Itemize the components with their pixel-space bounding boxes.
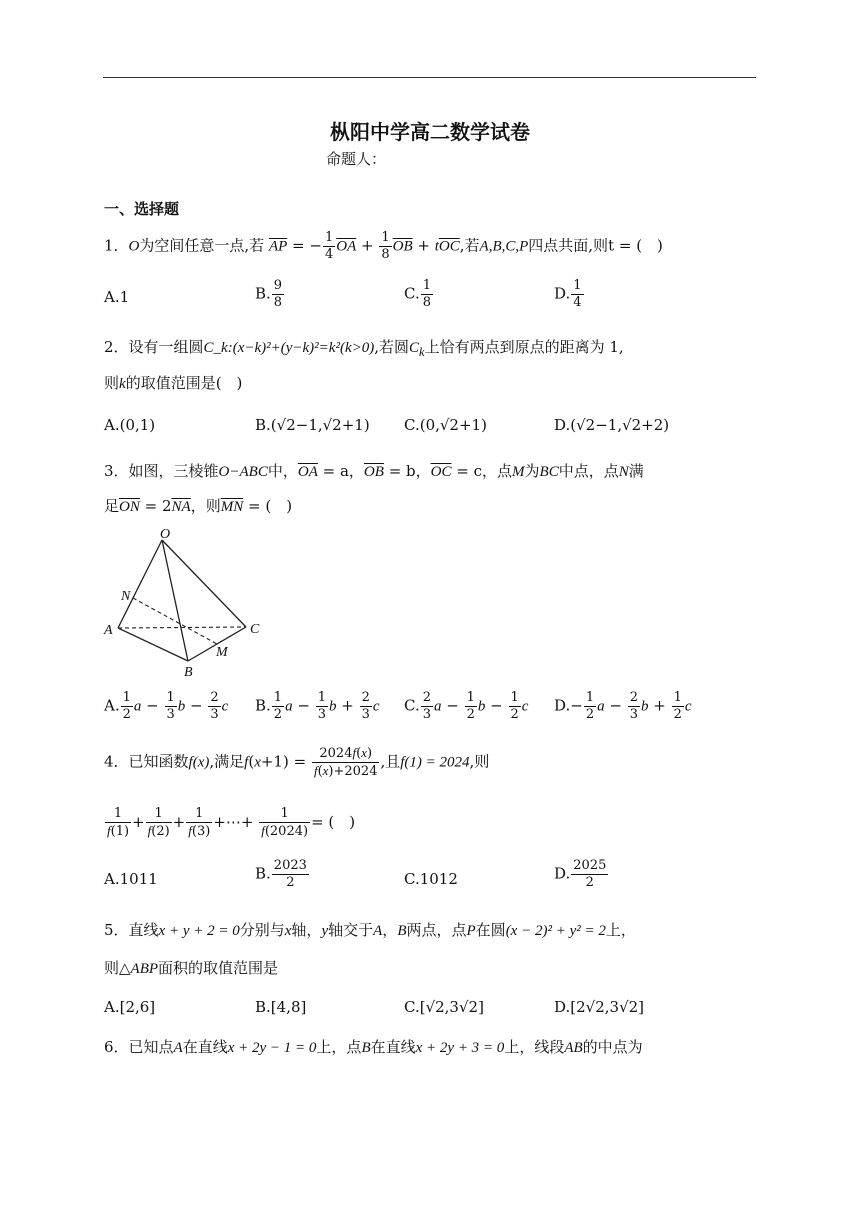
question-1: 1．O为空间任意一点,若 $\overline{AP}$ = − $\frac{1}{4}$ $\overline{OA}$ + $\frac{1}{8}$ $\overline{OB} + t\overline{OC}$,若A,B,C,P四点共面,则t = ( )	[104, 230, 663, 262]
q3-option-a[interactable]: A. $\frac{1}{2}$ a − $\frac{1}{3}$ b − $\frac{2}{3}$ c	[104, 690, 229, 722]
q1-option-b[interactable]: B. $\frac{9}{8}$	[255, 278, 283, 310]
header-rule	[103, 77, 756, 78]
q4-option-b[interactable]: B. $\frac{2023}{2}$	[255, 858, 307, 890]
q4-option-c[interactable]: C.1012	[404, 870, 458, 888]
label-a: A	[104, 623, 113, 638]
q3-option-d[interactable]: D.− $\frac{1}{2}$ a − $\frac{2}{3}$ b + $\frac{1}{2}$ c	[554, 690, 692, 722]
q3-option-c[interactable]: C. $\frac{2}{3}$ a − $\frac{1}{2}$ b − $\frac{1}{2}$ c	[404, 690, 529, 722]
author-label: 命题人：	[326, 150, 387, 168]
question-5-line2: 则△ABP面积的取值范围是	[104, 959, 279, 977]
page-title: 枞阳中学高二数学试卷	[330, 120, 530, 144]
question-2-line2: 则k的取值范围是( )	[104, 374, 243, 392]
edge-oc	[162, 540, 246, 627]
q4-option-a[interactable]: A.1011	[104, 870, 158, 888]
label-m: M	[216, 645, 228, 660]
section-title: 一、选择题	[104, 200, 180, 218]
q2-option-d[interactable]: D.(√2−1,√2+2)	[554, 416, 670, 434]
edge-ob	[162, 540, 188, 661]
q2-option-a[interactable]: A.(0,1)	[104, 416, 156, 434]
q3-option-b[interactable]: B. $\frac{1}{2}$ a − $\frac{1}{3}$ b + $\frac{2}{3}$ c	[255, 690, 380, 722]
q5-option-a[interactable]: A.[2,6]	[104, 998, 156, 1016]
label-c: C	[250, 622, 260, 637]
segment-nm	[133, 598, 217, 644]
label-n: N	[121, 589, 131, 604]
edge-oa	[118, 540, 162, 628]
q1-option-c[interactable]: C. $\frac{1}{8}$	[404, 278, 431, 310]
question-4-line1: 4．已知函数f(x),满足f(x+1) = $\frac{2024f(x)}{f(x)+2024}$ ,且f(1) = 2024,则	[104, 745, 490, 779]
q5-option-b[interactable]: B.[4,8]	[255, 998, 307, 1016]
q1-option-d[interactable]: D. $\frac{1}{4}$	[554, 278, 582, 310]
question-2-line1: 2．设有一组圆C_k:(x−k)²+(y−k)²=k²(k>0),若圆$C_k$上恰有两点到原点的距离为 1,	[104, 338, 624, 359]
question-5-line1: 5．直线x + y + 2 = 0分别与x轴，y轴交于A，B两点，点P在圆(x − 2)² + y² = 2上，	[104, 921, 636, 939]
q2-option-c[interactable]: C.(0,√2+1)	[404, 416, 487, 434]
q5-option-c[interactable]: C.[√2,3√2]	[404, 998, 484, 1016]
question-3-line1: 3．如图，三棱锥O−ABC中，$\overline{OA} = a$，$\overline{OB} = b$，$\overline{OC} = c$，点M为BC中点，点N满	[104, 462, 644, 480]
edge-ac-hidden	[118, 627, 246, 628]
q2-option-b[interactable]: B.(√2−1,√2+1)	[255, 416, 370, 434]
pyramid-figure	[100, 524, 270, 680]
question-4-line2: $\frac{1}{f(1)}$ + $\frac{1}{f(2)}$ + $\frac{1}{f(3)}$ +⋯+ $\frac{1}{f(2024)}$ = ( )	[107, 806, 356, 839]
label-o: O	[160, 527, 171, 542]
question-3-line2: 足$\overline{ON} = 2\overline{NA}$，则$\overline{MN}$ = ( )	[104, 497, 293, 515]
question-6-line1: 6．已知点A在直线x + 2y − 1 = 0上，点B在直线x + 2y + 3 = 0上，线段AB的中点为	[104, 1038, 643, 1056]
q5-option-d[interactable]: D.[2√2,3√2]	[554, 998, 645, 1016]
q1-option-a[interactable]: A.1	[104, 288, 130, 306]
edge-ab	[118, 628, 188, 661]
q4-option-d[interactable]: D. $\frac{2025}{2}$	[554, 858, 607, 890]
label-b: B	[184, 665, 193, 680]
